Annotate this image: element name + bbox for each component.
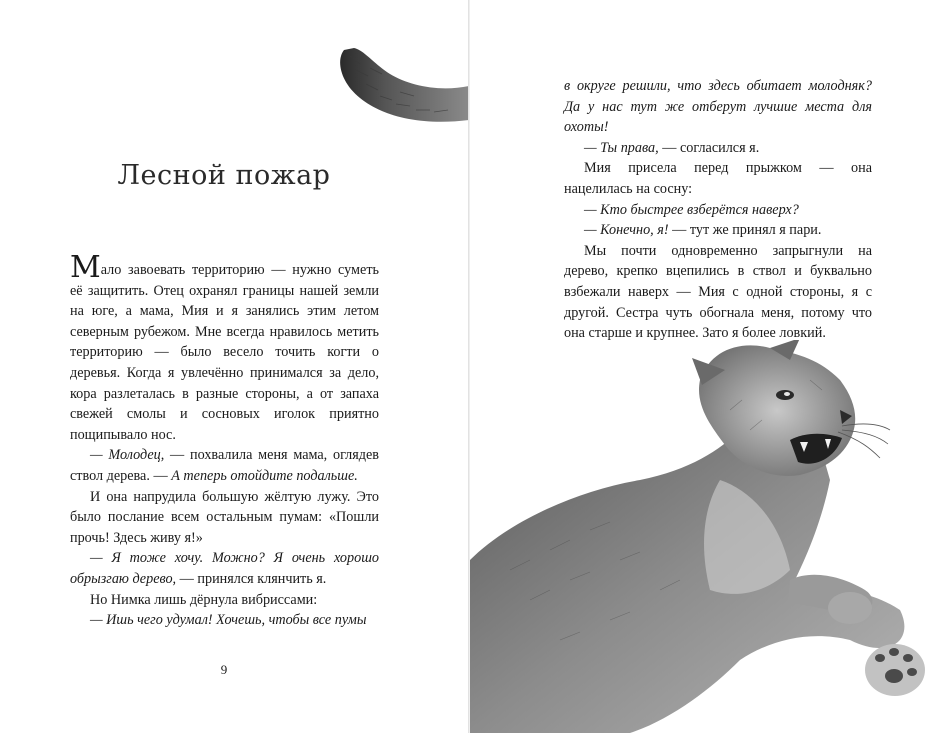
paragraph: Мия присела перед прыжком — она нацелилась на сосну:: [564, 160, 872, 197]
paragraph: [564, 76, 872, 138]
paragraph: [70, 610, 379, 631]
drop-cap: М: [70, 250, 101, 285]
dialog-narration: — согласился я.: [658, 139, 760, 156]
left-page-text: [70, 250, 380, 631]
dialog-speech: А теперь отойдите подальше.: [171, 467, 358, 484]
dialog-speech: — Конечно, я!: [584, 222, 669, 239]
left-page: [0, 0, 469, 733]
dialog-speech: — Кто быстрее взберётся наверх?: [584, 201, 799, 218]
paragraph: И она напрудила большую жёлтую лужу. Это было послание всем остальным пумам: «Пошли прочь! Здесь живу я!»: [70, 488, 379, 546]
dialog-speech: в округе решили, что здесь обитает молодняк? Да у нас тут же отберут лучшие места для охоты!: [564, 78, 872, 136]
dialog-narration: — принялся клянчить я.: [176, 570, 327, 587]
paragraph: Мы почти одновременно запрыгнули на дерево, крепко вцепились в ствол и буквально взбежали наверх — Мия с одной стороны, я с другой. Сестра чуть обогнала меня, потому что она старше и крупнее. Зато я более ловкий.: [564, 242, 872, 342]
right-page: [470, 0, 945, 733]
paragraph: [564, 200, 872, 221]
cougar-illustration: [470, 340, 945, 733]
paragraph-text: ало завоевать территорию — нужно суметь её защитить. Отец охранял границы нашей земли на юге, а мама, Мия и я занялись этим летом северным рубежом. Мне всегда нравилось метить территорию — было весело точить когти о деревья. Когда я увлечённо принимался за дело, кора разлеталась в разные стороны, а от запаха свежей смолы и сосновых иголок приятно пощипывало нос.: [70, 262, 379, 443]
dialog-speech: — Молодец,: [90, 447, 165, 464]
page-number: 9: [220, 662, 228, 677]
paragraph: [70, 548, 379, 589]
dialog-speech: — Я тоже хочу. Можно? Я очень хорошо обрызгаю дерево,: [70, 550, 379, 587]
paragraph: [70, 250, 379, 445]
paragraph: [564, 220, 872, 241]
dialog-narration: — похвалила меня мама, оглядев ствол дерева. —: [70, 447, 380, 484]
paragraph: [70, 445, 379, 486]
right-page-text: [564, 76, 872, 344]
dialog-narration: — тут же принял я пари.: [668, 222, 822, 239]
paragraph: Но Нимка лишь дёрнула вибриссами:: [90, 591, 318, 608]
dialog-speech: — Ишь чего удумал! Хочешь, чтобы все пумы: [90, 612, 367, 629]
chapter-title: Лесной пожар: [117, 160, 331, 191]
paragraph: [564, 138, 872, 159]
dialog-speech: — Ты права,: [584, 139, 659, 156]
cougar-tail-illustration: [330, 40, 469, 130]
